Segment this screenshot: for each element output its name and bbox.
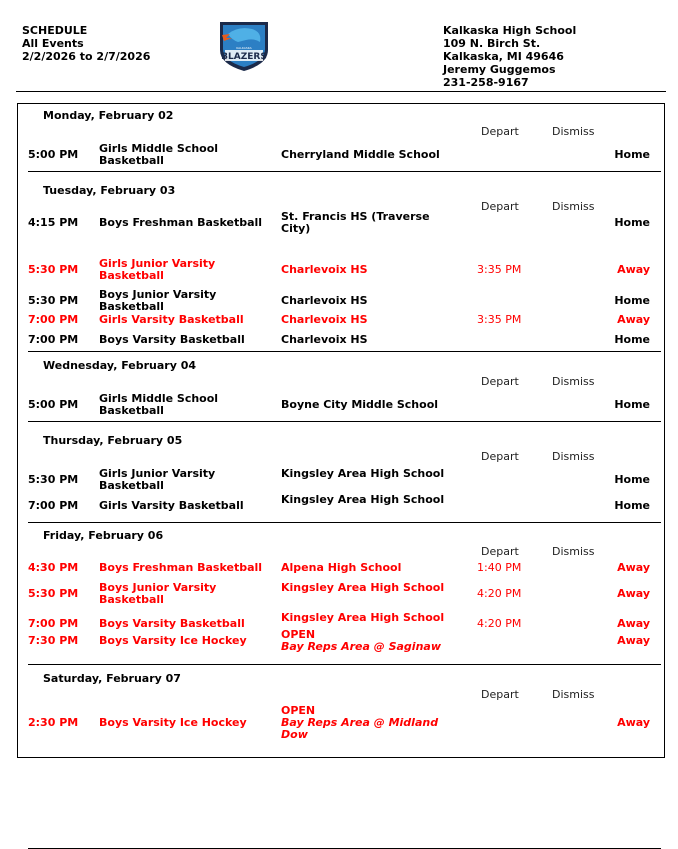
opponent-name: Kingsley Area High School xyxy=(281,581,445,594)
event-name: Girls Varsity Basketball xyxy=(99,499,244,512)
event-name: Girls Varsity Basketball xyxy=(99,313,244,326)
school-street: 109 N. Birch St. xyxy=(443,37,541,50)
event-opponent xyxy=(281,494,461,506)
event-name: Boys Varsity Basketball xyxy=(99,617,245,630)
event-time: 2:30 PM xyxy=(28,716,79,729)
home-away-badge: Home xyxy=(614,294,650,307)
depart-column-header: Depart xyxy=(481,375,519,388)
event-name: Boys Junior Varsity Basketball xyxy=(99,581,217,606)
dismiss-column-header: Dismiss xyxy=(552,545,595,558)
event-opponent xyxy=(281,334,461,346)
schedule-filter: All Events xyxy=(22,37,84,50)
opponent-name: Kingsley Area High School xyxy=(281,467,445,480)
event-opponent xyxy=(281,295,461,307)
event-time: 4:30 PM xyxy=(28,561,79,574)
event-name: Girls Middle School Basketball xyxy=(99,142,219,167)
opponent-name: St. Francis HS (Traverse City) xyxy=(281,210,430,235)
day-title: Friday, February 06 xyxy=(43,529,164,542)
event-time: 5:00 PM xyxy=(28,148,79,161)
event-name: Boys Varsity Basketball xyxy=(99,333,245,346)
home-away-badge: Away xyxy=(617,561,650,574)
day-divider xyxy=(28,522,661,523)
event-name: Girls Middle School Basketball xyxy=(99,392,219,417)
contact-name: Jeremy Guggemos xyxy=(443,63,556,76)
opponent-name: Boyne City Middle School xyxy=(281,398,439,411)
event-opponent xyxy=(281,149,461,161)
opponent-venue: Bay Reps Area @ Saginaw xyxy=(281,640,441,653)
schedule-date-range: 2/2/2026 to 2/7/2026 xyxy=(22,50,151,63)
event-time: 7:00 PM xyxy=(28,333,79,346)
event-time: 5:30 PM xyxy=(28,263,79,276)
event-opponent xyxy=(281,705,461,741)
home-away-badge: Home xyxy=(614,499,650,512)
event-opponent xyxy=(281,314,461,326)
event-name: Girls Junior Varsity Basketball xyxy=(99,467,216,492)
opponent-venue: Bay Reps Area @ Midland Dow xyxy=(281,716,439,741)
home-away-badge: Home xyxy=(614,333,650,346)
dismiss-column-header: Dismiss xyxy=(552,375,595,388)
depart-column-header: Depart xyxy=(481,450,519,463)
home-away-badge: Away xyxy=(617,617,650,630)
depart-time: 3:35 PM xyxy=(477,313,522,326)
opponent-name: Alpena High School xyxy=(281,561,402,574)
event-opponent xyxy=(281,612,461,624)
home-away-badge: Home xyxy=(614,398,650,411)
contact-phone: 231-258-9167 xyxy=(443,76,529,89)
home-away-badge: Away xyxy=(617,716,650,729)
event-opponent xyxy=(281,562,461,574)
schedule-header xyxy=(22,24,150,63)
logo-top-text: KALKASKA xyxy=(236,46,252,50)
opponent-name: Charlevoix HS xyxy=(281,294,368,307)
school-info xyxy=(443,24,576,89)
header-divider xyxy=(16,91,666,92)
day-title: Wednesday, February 04 xyxy=(43,359,197,372)
school-city: Kalkaska, MI 49646 xyxy=(443,50,564,63)
event-name: Boys Varsity Ice Hockey xyxy=(99,634,247,647)
event-name: Boys Freshman Basketball xyxy=(99,216,263,229)
home-away-badge: Away xyxy=(617,263,650,276)
day-title: Saturday, February 07 xyxy=(43,672,181,685)
depart-column-header: Depart xyxy=(481,545,519,558)
day-divider xyxy=(28,664,661,665)
depart-time: 1:40 PM xyxy=(477,561,522,574)
opponent-name: Kingsley Area High School xyxy=(281,611,445,624)
event-name: Boys Varsity Ice Hockey xyxy=(99,716,247,729)
opponent-name: OPEN xyxy=(281,704,316,717)
home-away-badge: Away xyxy=(617,587,650,600)
day-divider xyxy=(28,421,661,422)
day-divider xyxy=(28,351,661,352)
event-time: 7:00 PM xyxy=(28,499,79,512)
depart-time: 4:20 PM xyxy=(477,617,522,630)
dismiss-column-header: Dismiss xyxy=(552,450,595,463)
event-name: Girls Junior Varsity Basketball xyxy=(99,257,216,282)
opponent-name: Charlevoix HS xyxy=(281,333,368,346)
dismiss-column-header: Dismiss xyxy=(552,200,595,213)
event-time: 7:00 PM xyxy=(28,313,79,326)
day-title: Monday, February 02 xyxy=(43,109,174,122)
opponent-name: OPEN xyxy=(281,628,316,641)
event-opponent xyxy=(281,582,461,594)
opponent-name: Kingsley Area High School xyxy=(281,493,445,506)
event-time: 5:30 PM xyxy=(28,587,79,600)
event-opponent xyxy=(281,264,461,276)
home-away-badge: Away xyxy=(617,313,650,326)
depart-column-header: Depart xyxy=(481,200,519,213)
event-time: 5:30 PM xyxy=(28,473,79,486)
event-name: Boys Junior Varsity Basketball xyxy=(99,288,217,313)
event-opponent xyxy=(281,468,461,480)
event-name: Boys Freshman Basketball xyxy=(99,561,263,574)
dismiss-column-header: Dismiss xyxy=(552,125,595,138)
schedule-list xyxy=(17,103,665,758)
event-time: 7:30 PM xyxy=(28,634,79,647)
event-time: 4:15 PM xyxy=(28,216,79,229)
blazers-logo xyxy=(216,20,272,72)
opponent-name: Charlevoix HS xyxy=(281,313,368,326)
event-opponent xyxy=(281,399,461,411)
event-time: 5:00 PM xyxy=(28,398,79,411)
day-divider xyxy=(28,171,661,172)
home-away-badge: Home xyxy=(614,473,650,486)
opponent-name: Charlevoix HS xyxy=(281,263,368,276)
dismiss-column-header: Dismiss xyxy=(552,688,595,701)
event-opponent xyxy=(281,629,461,653)
logo-name: BLAZERS xyxy=(221,52,267,62)
school-name: Kalkaska High School xyxy=(443,24,577,37)
home-away-badge: Away xyxy=(617,634,650,647)
home-away-badge: Home xyxy=(614,216,650,229)
depart-time: 3:35 PM xyxy=(477,263,522,276)
depart-column-header: Depart xyxy=(481,125,519,138)
depart-time: 4:20 PM xyxy=(477,587,522,600)
event-time: 5:30 PM xyxy=(28,294,79,307)
home-away-badge: Home xyxy=(614,148,650,161)
day-title: Thursday, February 05 xyxy=(43,434,183,447)
event-opponent xyxy=(281,211,461,235)
event-time: 7:00 PM xyxy=(28,617,79,630)
depart-column-header: Depart xyxy=(481,688,519,701)
schedule-title: SCHEDULE xyxy=(22,24,88,37)
day-title: Tuesday, February 03 xyxy=(43,184,176,197)
opponent-name: Cherryland Middle School xyxy=(281,148,440,161)
